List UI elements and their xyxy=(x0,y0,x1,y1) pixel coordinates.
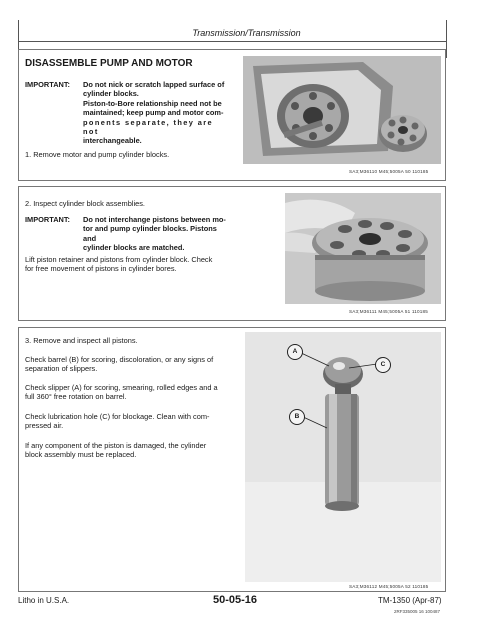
pump-motor-photo xyxy=(243,56,441,164)
panel-inspect-pistons xyxy=(18,327,446,592)
section-title: DISASSEMBLE PUMP AND MOTOR xyxy=(25,58,193,69)
important-text: Do not nick or scratch lapped surface of cylinder blocks. Piston-to-Bore relationship need not be maintained; keep pump and motor com- ponents separate, they are not interchangeable. xyxy=(83,80,225,146)
important-text: Do not interchange pistons between mo- tor and pump cylinder blocks. Pistons and cylinder blocks are matched. xyxy=(83,215,226,253)
page-header: Transmission/Transmission xyxy=(192,28,301,38)
footer-litho: Litho in U.S.A. xyxy=(18,596,70,605)
step-2: 2. Inspect cylinder block assemblies. xyxy=(25,199,145,208)
piston-photo xyxy=(245,332,441,582)
important-note-2 xyxy=(25,215,231,253)
lift-paragraph: Lift piston retainer and pistons from cylinder block. Check for free movement of pistons in cylinder bores. xyxy=(25,255,213,274)
step-1: 1. Remove motor and pump cylinder blocks. xyxy=(25,150,170,159)
figure-caption-3: SA3;M36112 M45;5005A 52 110185 xyxy=(349,584,429,589)
footer-manual-id: TM-1350 (Apr-87) xyxy=(378,596,442,605)
figure-caption-1: SA3;M36110 M45;5005A 50 110185 xyxy=(349,169,429,174)
header-rule xyxy=(18,41,446,42)
panel-inspect-blocks xyxy=(18,186,446,321)
important-note-1 xyxy=(25,80,231,146)
damage-paragraph: If any component of the piston is damaged, the cylinder block assembly must be replaced. xyxy=(25,441,207,460)
step-3: 3. Remove and inspect all pistons. xyxy=(25,336,138,345)
callout-b: B xyxy=(289,409,305,425)
important-label: IMPORTANT: xyxy=(25,80,71,89)
lubrication-paragraph: Check lubrication hole (C) for blockage. Clean with com- pressed air. xyxy=(25,412,210,431)
page-number: 50-05-16 xyxy=(213,594,258,606)
callout-a: A xyxy=(287,344,303,360)
callout-c: C xyxy=(375,357,391,373)
panel-disassemble xyxy=(18,49,446,181)
figure-caption-2: SA3;M36111 M45;5005A 51 110185 xyxy=(349,309,429,314)
footer-code: 2RF335005 16 100487 xyxy=(394,609,441,614)
important-label: IMPORTANT: xyxy=(25,215,71,224)
right-margin-rule xyxy=(446,20,447,58)
slipper-paragraph: Check slipper (A) for scoring, smearing, rolled edges and a full 360° free rotation on barrel. xyxy=(25,383,218,402)
barrel-paragraph: Check barrel (B) for scoring, discoloration, or any signs of separation of slippers. xyxy=(25,355,214,374)
cylinder-block-photo xyxy=(285,193,441,304)
